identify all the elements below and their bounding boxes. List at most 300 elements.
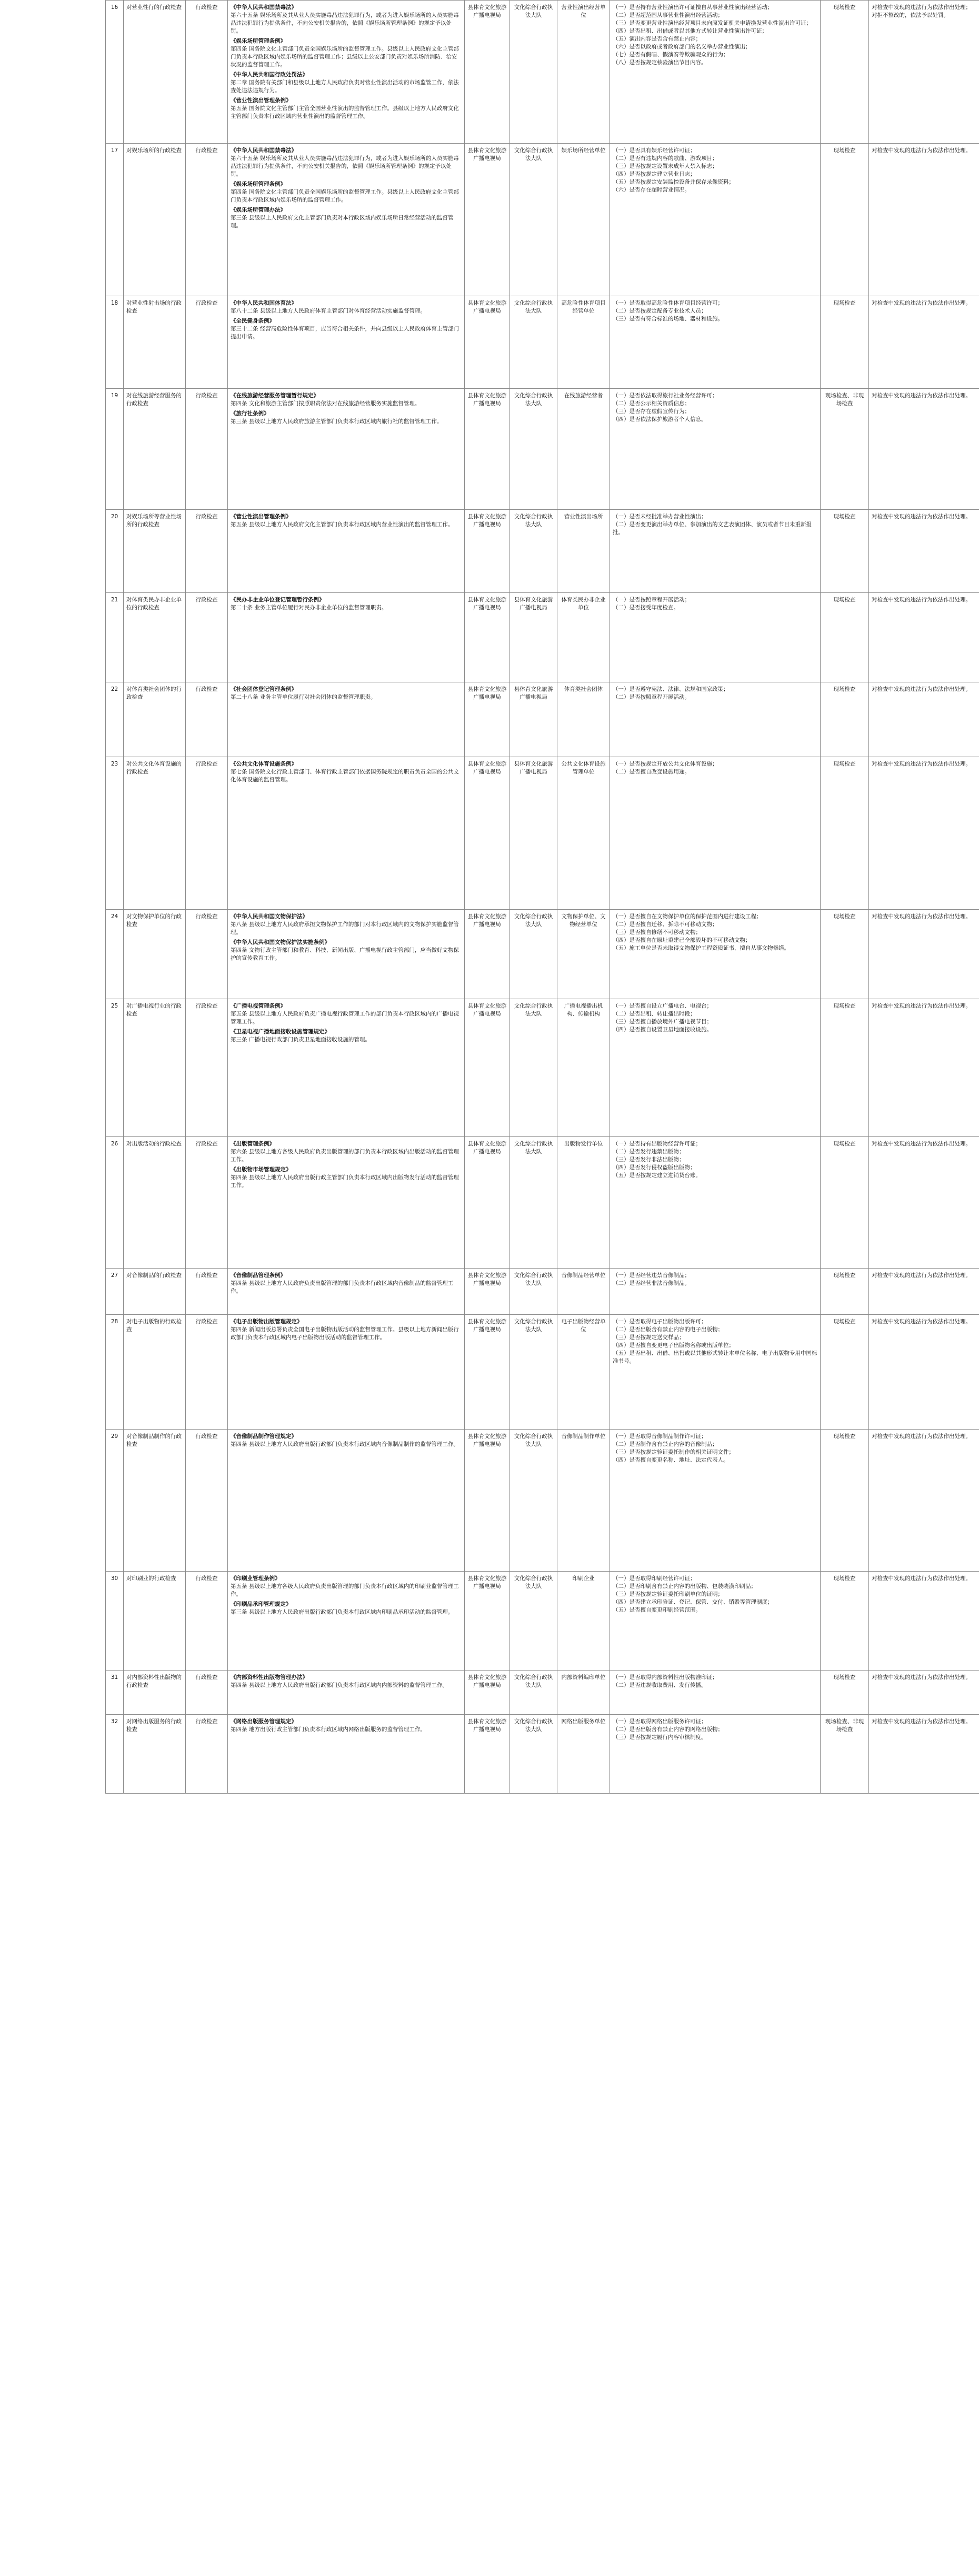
content-item: （三）是否按规定履行内容审核制度。	[613, 1734, 707, 1740]
content-item: （六）是否存在超时营业情况。	[613, 187, 690, 193]
content-item: （三）是否按规定验证委托印刷单位的证明；	[613, 1591, 723, 1597]
content-item: （四）是否擅自变更名称、地址、法定代表人。	[613, 1457, 729, 1463]
law-title: 《卫星电视广播地面接收设施管理规定》	[231, 1029, 330, 1035]
law-title: 《营业性演出管理条例》	[231, 514, 292, 520]
inspection-method: 现场检查	[821, 757, 869, 910]
legal-basis	[228, 1269, 465, 1315]
law-title: 《营业性演出管理条例》	[231, 97, 292, 104]
implementing-body: 文化综合行政执法大队	[510, 389, 557, 510]
responsibility-text: 对检查中发现的违法行为依法作出处理；对拒不整改的，依法予以处罚。	[872, 4, 971, 18]
table-row	[106, 1715, 979, 1794]
content-item: （三）是否按规定设置未成年人禁入标志；	[613, 163, 718, 169]
content-item: （八）是否按规定核验演出节目内容。	[613, 59, 707, 66]
law-article: 第五条 县级以上地方人民政府文化主管部门负责本行政区域内营业性演出的监督管理工作。	[231, 521, 454, 528]
inspection-name: 对文物保护单位的行政检查	[124, 910, 186, 999]
content-item: （四）是否擅自设置卫星地面接收设施。	[613, 1027, 712, 1033]
law-article: 第八条 县级以上地方人民政府承担文物保护工作的部门对本行政区域内的文物保护实施监督管理。	[231, 921, 459, 935]
law-title: 《出版管理条例》	[231, 1141, 275, 1147]
responsible-department: 县体育文化旅游广播电视局	[465, 1715, 510, 1794]
follow-up-responsibility	[869, 389, 979, 510]
law-title: 《广播电视管理条例》	[231, 1003, 286, 1009]
responsibility-text: 对检查中发现的违法行为依法作出处理。	[872, 1141, 971, 1147]
implementing-body: 文化综合行政执法大队	[510, 1572, 557, 1671]
inspection-content	[610, 1715, 821, 1794]
law-article: 第二章 国务院有关部门和县级以上地方人民政府负责对营业性演出活动的市场监管工作，依法查处违法违规行为。	[231, 79, 459, 94]
implementing-body: 县体育文化旅游广播电视局	[510, 682, 557, 757]
inspection-object: 高危险性体育项目经营单位	[557, 296, 610, 389]
follow-up-responsibility	[869, 999, 979, 1137]
inspection-method: 现场检查	[821, 510, 869, 593]
inspection-method: 现场检查、非现场检查	[821, 389, 869, 510]
inspection-name: 对音像制品的行政检查	[124, 1269, 186, 1315]
inspection-content	[610, 682, 821, 757]
law-title: 《娱乐场所管理条例》	[231, 38, 286, 44]
follow-up-responsibility	[869, 1715, 979, 1794]
law-title: 《出版物市场管理规定》	[231, 1166, 292, 1173]
inspection-type: 行政检查	[186, 999, 228, 1137]
legal-basis	[228, 682, 465, 757]
inspection-method: 现场检查	[821, 296, 869, 389]
law-article: 第四条 文化和旅游主管部门按照职责依法对在线旅游经营服务实施监督管理。	[231, 400, 421, 407]
content-item: （二）是否按照章程开展活动。	[613, 694, 690, 700]
table-row	[106, 1671, 979, 1715]
inspection-type: 行政检查	[186, 1315, 228, 1430]
implementing-body: 文化综合行政执法大队	[510, 999, 557, 1137]
follow-up-responsibility	[869, 910, 979, 999]
inspection-object: 娱乐场所经营单位	[557, 144, 610, 296]
table-row	[106, 1137, 979, 1269]
implementing-body: 文化综合行政执法大队	[510, 1430, 557, 1572]
table-row	[106, 1315, 979, 1430]
law-article: 第五条 县级以上地方人民政府负责广播电视行政管理工作的部门负责本行政区域内的广播电视管理工作。	[231, 1011, 459, 1025]
inspection-object: 广播电视播出机构、传输机构	[557, 999, 610, 1137]
implementing-body: 文化综合行政执法大队	[510, 1, 557, 144]
implementing-body: 文化综合行政执法大队	[510, 1671, 557, 1715]
content-item: （三）是否变更营业性演出经营项目未向原发证机关申请换发营业性演出许可证；	[613, 20, 812, 26]
legal-basis	[228, 1, 465, 144]
responsible-department: 县体育文化旅游广播电视局	[465, 510, 510, 593]
inspection-method: 现场检查	[821, 682, 869, 757]
content-item: （三）是否擅自播放境外广播电视节目；	[613, 1019, 712, 1025]
implementing-body: 文化综合行政执法大队	[510, 296, 557, 389]
table-row	[106, 910, 979, 999]
inspection-object: 体育类民办非企业单位	[557, 593, 610, 682]
responsibility-text: 对检查中发现的违法行为依法作出处理。	[872, 1575, 971, 1582]
law-title: 《社会团体登记管理条例》	[231, 686, 297, 692]
responsibility-text: 对检查中发现的违法行为依法作出处理。	[872, 1718, 971, 1725]
law-title: 《音像制品制作管理规定》	[231, 1433, 297, 1440]
inspection-method: 现场检查	[821, 1137, 869, 1269]
follow-up-responsibility	[869, 296, 979, 389]
content-item: （一）是否持有出版物经营许可证；	[613, 1141, 701, 1147]
content-item: （四）是否依法保护旅游者个人信息。	[613, 416, 707, 422]
content-item: （一）是否取得网络出版服务许可证；	[613, 1718, 707, 1725]
content-item: （七）是否有假唱、假演奏等欺骗观众的行为；	[613, 52, 729, 58]
follow-up-responsibility	[869, 1269, 979, 1315]
inspection-content	[610, 999, 821, 1137]
inspection-name: 对出版活动的行政检查	[124, 1137, 186, 1269]
content-item: （二）是否出租、转让播出时段；	[613, 1011, 696, 1017]
content-item: （二）是否经营非法音像制品。	[613, 1280, 690, 1286]
follow-up-responsibility	[869, 1671, 979, 1715]
inspection-type: 行政检查	[186, 1671, 228, 1715]
inspection-type: 行政检查	[186, 389, 228, 510]
content-item: （一）是否持有营业性演出许可证擅自从事营业性演出经营活动；	[613, 4, 773, 11]
responsible-department: 县体育文化旅游广播电视局	[465, 1315, 510, 1430]
content-item: （二）是否违规收取费用、发行传播。	[613, 1682, 707, 1688]
law-title: 《网络出版服务管理规定》	[231, 1718, 297, 1725]
row-number: 25	[106, 999, 124, 1137]
inspection-method: 现场检查	[821, 1315, 869, 1430]
law-article: 第四条 国务院文化主管部门负责全国娱乐场所的监督管理工作。县级以上人民政府文化主管部门负责本行政区域内娱乐场所的监督管理工作。	[231, 189, 459, 203]
responsible-department: 县体育文化旅游广播电视局	[465, 757, 510, 910]
law-article: 第四条 新闻出版总署负责全国电子出版物出版活动的监督管理工作。县级以上地方新闻出版行政部门负责本行政区域内电子出版物出版活动的监督管理工作。	[231, 1326, 459, 1341]
inspection-object: 电子出版物经营单位	[557, 1315, 610, 1430]
responsibility-text: 对检查中发现的违法行为依法作出处理。	[872, 761, 971, 767]
responsibility-text: 对检查中发现的违法行为依法作出处理。	[872, 300, 971, 306]
responsible-department: 县体育文化旅游广播电视局	[465, 999, 510, 1137]
inspection-name: 对内部资料性出版物的行政检查	[124, 1671, 186, 1715]
content-item: （四）是否出租、出借或者以其他方式转让营业性演出许可证；	[613, 28, 767, 34]
responsibility-text: 对检查中发现的违法行为依法作出处理。	[872, 1319, 971, 1325]
content-item: （二）是否印刷含有禁止内容的出版物、包装装潢印刷品；	[613, 1583, 756, 1589]
table-row	[106, 389, 979, 510]
follow-up-responsibility	[869, 510, 979, 593]
table-row	[106, 1430, 979, 1572]
inspection-type: 行政检查	[186, 910, 228, 999]
responsible-department: 县体育文化旅游广播电视局	[465, 1269, 510, 1315]
table-row	[106, 682, 979, 757]
law-title: 《中华人民共和国禁毒法》	[231, 4, 297, 11]
law-title: 《中华人民共和国体育法》	[231, 300, 297, 306]
inspection-table	[105, 0, 979, 1794]
responsible-department: 县体育文化旅游广播电视局	[465, 389, 510, 510]
inspection-method: 现场检查	[821, 910, 869, 999]
law-title: 《印刷品承印管理规定》	[231, 1601, 292, 1607]
responsible-department: 县体育文化旅游广播电视局	[465, 910, 510, 999]
inspection-object: 音像制品经营单位	[557, 1269, 610, 1315]
inspection-content	[610, 1269, 821, 1315]
law-article: 第五条 国务院文化主管部门主管全国营业性演出的监督管理工作。县级以上地方人民政府文化主管部门负责本行政区域内营业性演出的监督管理工作。	[231, 105, 459, 119]
content-item: （二）是否制作含有禁止内容的音像制品；	[613, 1441, 718, 1447]
content-item: （五）是否按规定安装监控设备并保存录像资料；	[613, 179, 734, 185]
law-article: 第六条 县级以上地方各级人民政府负责出版管理的部门负责本行政区域内出版活动的监督管理工作。	[231, 1149, 459, 1163]
inspection-method: 现场检查、非现场检查	[821, 1715, 869, 1794]
content-item: （三）是否有符合标准的场地、器材和设施。	[613, 316, 723, 322]
follow-up-responsibility	[869, 593, 979, 682]
inspection-type: 行政检查	[186, 593, 228, 682]
inspection-name: 对公共文化体育设施的行政检查	[124, 757, 186, 910]
inspection-type: 行政检查	[186, 1, 228, 144]
content-item: （二）是否变更演出举办单位、参加演出的文艺表演团体、演员或者节目未重新报批。	[613, 521, 812, 536]
inspection-method: 现场检查	[821, 593, 869, 682]
content-item: （一）是否未经批准举办营业性演出；	[613, 514, 707, 520]
inspection-name: 对电子出版物的行政检查	[124, 1315, 186, 1430]
implementing-body: 文化综合行政执法大队	[510, 1137, 557, 1269]
law-title: 《印刷业管理条例》	[231, 1575, 281, 1582]
row-number: 21	[106, 593, 124, 682]
inspection-type: 行政检查	[186, 757, 228, 910]
responsibility-text: 对检查中发现的违法行为依法作出处理。	[872, 686, 971, 692]
inspection-object: 公共文化体育设施管理单位	[557, 757, 610, 910]
inspection-name: 对印刷业的行政检查	[124, 1572, 186, 1671]
row-number: 27	[106, 1269, 124, 1315]
content-item: （一）是否擅自在文物保护单位的保护范围内进行建设工程；	[613, 913, 762, 920]
responsible-department: 县体育文化旅游广播电视局	[465, 1430, 510, 1572]
law-article: 第六十五条 娱乐场所及其从业人员实施毒品违法犯罪行为，或者为进入娱乐场所的人员实施毒品违法犯罪行为提供条件，不向公安机关报告的，依照《娱乐场所管理条例》的规定予以处罚。	[231, 12, 459, 34]
content-item: （三）是否擅自修缮不可移动文物；	[613, 929, 701, 935]
inspection-type: 行政检查	[186, 510, 228, 593]
law-article: 第三十二条 经营高危险性体育项目，应当符合相关条件，并向县级以上人民政府体育主管部门提出申请。	[231, 326, 459, 340]
row-number: 22	[106, 682, 124, 757]
legal-basis	[228, 593, 465, 682]
content-item: （五）是否出租、出借、出售或以其他形式转让本单位名称、电子出版物专用中国标准书号。	[613, 1350, 817, 1364]
row-number: 29	[106, 1430, 124, 1572]
inspection-content	[610, 1671, 821, 1715]
law-title: 《中华人民共和国文物保护法实施条例》	[231, 939, 330, 945]
content-item: （二）是否擅自改变设施用途。	[613, 769, 690, 775]
content-item: （二）是否公示相关资质信息；	[613, 400, 690, 407]
responsible-department: 县体育文化旅游广播电视局	[465, 1572, 510, 1671]
responsibility-text: 对检查中发现的违法行为依法作出处理。	[872, 514, 971, 520]
law-title: 《旅行社条例》	[231, 410, 269, 417]
table-row	[106, 593, 979, 682]
implementing-body: 县体育文化旅游广播电视局	[510, 757, 557, 910]
law-article: 第四条 国务院文化主管部门负责全国娱乐场所的监督管理工作。县级以上人民政府文化主管部门负责本行政区域内娱乐场所的监督管理工作；县级以上公安部门负责对娱乐场所消防、治安状况的监督管理工作。	[231, 46, 459, 68]
table-row	[106, 144, 979, 296]
law-article: 第二十八条 业务主管单位履行对社会团体的监督管理职责。	[231, 694, 376, 700]
law-article: 第四条 地方出版行政主管部门负责本行政区域内网络出版服务的监督管理工作。	[231, 1726, 426, 1733]
legal-basis	[228, 910, 465, 999]
inspection-method: 现场检查	[821, 999, 869, 1137]
legal-basis	[228, 1572, 465, 1671]
content-item: （二）是否擅自迁移、拆除不可移动文物；	[613, 921, 718, 928]
content-item: （二）是否出版含有禁止内容的网络出版物；	[613, 1726, 723, 1733]
implementing-body: 文化综合行政执法大队	[510, 1315, 557, 1430]
content-item: （五）是否擅自变更印刷经营范围。	[613, 1607, 701, 1613]
responsibility-text: 对检查中发现的违法行为依法作出处理。	[872, 1433, 971, 1440]
inspection-type: 行政检查	[186, 1269, 228, 1315]
inspection-content	[610, 1572, 821, 1671]
inspection-content	[610, 1315, 821, 1430]
legal-basis	[228, 1137, 465, 1269]
inspection-name: 对广播电视行业的行政检查	[124, 999, 186, 1137]
table-row	[106, 510, 979, 593]
legal-basis	[228, 1715, 465, 1794]
legal-basis	[228, 510, 465, 593]
table-row	[106, 1269, 979, 1315]
legal-basis	[228, 999, 465, 1137]
inspection-content	[610, 1137, 821, 1269]
law-title: 《公共文化体育设施条例》	[231, 761, 297, 767]
content-item: （三）是否按规定验证委托制作的相关证明文件；	[613, 1449, 734, 1455]
table-row	[106, 999, 979, 1137]
inspection-type: 行政检查	[186, 144, 228, 296]
inspection-method: 现场检查	[821, 144, 869, 296]
inspection-name: 对网络出版服务的行政检查	[124, 1715, 186, 1794]
content-item: （五）是否按规定建立进销货台账。	[613, 1172, 701, 1179]
responsible-department: 县体育文化旅游广播电视局	[465, 144, 510, 296]
responsibility-text: 对检查中发现的违法行为依法作出处理。	[872, 393, 971, 399]
content-item: （一）是否经营违禁音像制品；	[613, 1272, 690, 1279]
row-number: 24	[106, 910, 124, 999]
inspection-method: 现场检查	[821, 1269, 869, 1315]
inspection-content	[610, 910, 821, 999]
content-item: （一）是否取得内部资料性出版物准印证；	[613, 1674, 718, 1681]
law-article: 第七条 国务院文化行政主管部门、体育行政主管部门依据国务院规定的职责负责全国的公共文化体育设施的监督管理。	[231, 769, 459, 783]
legal-basis	[228, 1671, 465, 1715]
row-number: 23	[106, 757, 124, 910]
inspection-content	[610, 593, 821, 682]
content-item: （四）是否擅自在原址重建已全部毁坏的不可移动文物；	[613, 937, 751, 943]
inspection-content	[610, 510, 821, 593]
legal-basis	[228, 1315, 465, 1430]
follow-up-responsibility	[869, 1572, 979, 1671]
content-item: （五）演出内容是否含有禁止内容；	[613, 36, 701, 42]
law-title: 《娱乐场所管理办法》	[231, 207, 286, 213]
law-title: 《内部资料性出版物管理办法》	[231, 1674, 308, 1681]
row-number: 31	[106, 1671, 124, 1715]
table-body	[106, 1, 979, 1794]
inspection-object: 内部资料编印单位	[557, 1671, 610, 1715]
inspection-name: 对在线旅游经营服务的行政检查	[124, 389, 186, 510]
content-item: （四）是否建立承印验证、登记、保管、交付、销毁等管理制度；	[613, 1599, 773, 1605]
follow-up-responsibility	[869, 1315, 979, 1430]
law-article: 第四条 县级以上地方人民政府出版行政部门负责本行政区域内音像制品制作的监督管理工作。	[231, 1441, 459, 1447]
inspection-object: 网络出版服务单位	[557, 1715, 610, 1794]
inspection-type: 行政检查	[186, 1572, 228, 1671]
inspection-method: 现场检查	[821, 1572, 869, 1671]
row-number: 32	[106, 1715, 124, 1794]
row-number: 19	[106, 389, 124, 510]
law-title: 《民办非企业单位登记管理暂行条例》	[231, 597, 325, 603]
law-article: 第五条 县级以上地方各级人民政府负责出版管理的部门负责本行政区域内的印刷业监督管理工作。	[231, 1583, 459, 1597]
law-article: 第四条 县级以上地方人民政府出版行政部门负责本行政区域内内部资料的监督管理工作。	[231, 1682, 448, 1688]
responsible-department: 县体育文化旅游广播电视局	[465, 1, 510, 144]
inspection-object: 体育类社会团体	[557, 682, 610, 757]
inspection-object: 音像制品制作单位	[557, 1430, 610, 1572]
content-item: （三）是否发行非法出版物；	[613, 1156, 685, 1163]
inspection-object: 营业性演出经营单位	[557, 1, 610, 144]
legal-basis	[228, 389, 465, 510]
row-number: 30	[106, 1572, 124, 1671]
law-title: 《娱乐场所管理条例》	[231, 181, 286, 187]
content-item: （四）是否按规定建立营业日志；	[613, 171, 696, 177]
content-item: （一）是否取得高危险性体育项目经营许可；	[613, 300, 723, 306]
law-article: 第四条 文物行政主管部门和教育、科技、新闻出版、广播电视行政主管部门，应当做好文物保护的宣传教育工作。	[231, 947, 459, 961]
responsibility-text: 对检查中发现的违法行为依法作出处理。	[872, 147, 971, 154]
law-title: 《电子出版物出版管理规定》	[231, 1319, 303, 1325]
responsibility-text: 对检查中发现的违法行为依法作出处理。	[872, 1003, 971, 1009]
legal-basis	[228, 1430, 465, 1572]
responsible-department: 县体育文化旅游广播电视局	[465, 1671, 510, 1715]
inspection-type: 行政检查	[186, 682, 228, 757]
content-item: （一）是否依法取得旅行社业务经营许可；	[613, 393, 718, 399]
inspection-content	[610, 296, 821, 389]
follow-up-responsibility	[869, 1, 979, 144]
inspection-type: 行政检查	[186, 1715, 228, 1794]
content-item: （一）是否取得音像制品制作许可证；	[613, 1433, 707, 1440]
law-title: 《中华人民共和国行政处罚法》	[231, 72, 308, 78]
implementing-body: 文化综合行政执法大队	[510, 510, 557, 593]
content-item: （四）是否擅自变更电子出版物名称或出版单位；	[613, 1342, 734, 1349]
law-title: 《中华人民共和国禁毒法》	[231, 147, 297, 154]
content-item: （六）是否以政府或者政府部门的名义举办营业性演出；	[613, 44, 751, 50]
responsibility-text: 对检查中发现的违法行为依法作出处理。	[872, 1674, 971, 1681]
row-number: 17	[106, 144, 124, 296]
content-item: （一）是否按规定开放公共文化体育设施；	[613, 761, 718, 767]
inspection-type: 行政检查	[186, 1430, 228, 1572]
implementing-body: 文化综合行政执法大队	[510, 144, 557, 296]
inspection-content	[610, 757, 821, 910]
table-row	[106, 296, 979, 389]
inspection-object: 营业性演出场所	[557, 510, 610, 593]
law-title: 《中华人民共和国文物保护法》	[231, 913, 308, 920]
inspection-content	[610, 144, 821, 296]
law-title: 《在线旅游经营服务管理暂行规定》	[231, 393, 319, 399]
responsible-department: 县体育文化旅游广播电视局	[465, 682, 510, 757]
content-item: （二）是否按规定配备专业技术人员；	[613, 308, 707, 314]
inspection-object: 在线旅游经营者	[557, 389, 610, 510]
content-item: （一）是否擅自设立广播电台、电视台；	[613, 1003, 712, 1009]
legal-basis	[228, 757, 465, 910]
legal-basis	[228, 296, 465, 389]
responsibility-text: 对检查中发现的违法行为依法作出处理。	[872, 597, 971, 603]
inspection-name: 对体育类民办非企业单位的行政检查	[124, 593, 186, 682]
inspection-name: 对营业性射击场的行政检查	[124, 296, 186, 389]
inspection-type: 行政检查	[186, 296, 228, 389]
implementing-body: 文化综合行政执法大队	[510, 1715, 557, 1794]
implementing-body: 文化综合行政执法大队	[510, 910, 557, 999]
inspection-object: 出版物发行单位	[557, 1137, 610, 1269]
implementing-body: 县体育文化旅游广播电视局	[510, 593, 557, 682]
law-article: 第三条 县级以上地方人民政府出版行政部门负责本行政区域内印刷品承印活动的监督管理。	[231, 1609, 454, 1615]
responsible-department: 县体育文化旅游广播电视局	[465, 296, 510, 389]
inspection-method: 现场检查	[821, 1, 869, 144]
follow-up-responsibility	[869, 757, 979, 910]
inspection-name: 对娱乐场所的行政检查	[124, 144, 186, 296]
follow-up-responsibility	[869, 144, 979, 296]
table-row	[106, 1, 979, 144]
content-item: （一）是否遵守宪法、法律、法规和国家政策；	[613, 686, 729, 692]
law-title: 《音像制品管理条例》	[231, 1272, 286, 1279]
law-title: 《全民健身条例》	[231, 318, 275, 324]
responsibility-text: 对检查中发现的违法行为依法作出处理。	[872, 913, 971, 920]
content-item: （二）是否超范围从事营业性演出经营活动；	[613, 12, 723, 18]
law-article: 第八十二条 县级以上地方人民政府体育主管部门对体育经营活动实施监督管理。	[231, 308, 426, 314]
content-item: （四）是否发行侵权盗版出版物；	[613, 1164, 696, 1171]
content-item: （二）是否有违规内容的歌曲、游戏项目；	[613, 155, 718, 162]
legal-basis	[228, 144, 465, 296]
law-article: 第三条 县级以上地方人民政府旅游主管部门负责本行政区域内旅行社的监督管理工作。	[231, 418, 443, 425]
follow-up-responsibility	[869, 1430, 979, 1572]
responsible-department: 县体育文化旅游广播电视局	[465, 1137, 510, 1269]
law-article: 第二十条 业务主管单位履行对民办非企业单位的监督管理职责。	[231, 605, 387, 611]
content-item: （三）是否按规定送交样品；	[613, 1334, 685, 1341]
content-item: （一）是否取得印刷经营许可证；	[613, 1575, 696, 1582]
responsibility-text: 对检查中发现的违法行为依法作出处理。	[872, 1272, 971, 1279]
inspection-object: 文物保护单位、文物经营单位	[557, 910, 610, 999]
content-item: （五）施工单位是否未取得文物保护工程资质证书，擅自从事文物修缮。	[613, 945, 790, 951]
row-number: 28	[106, 1315, 124, 1430]
row-number: 20	[106, 510, 124, 593]
law-article: 第三条 县级以上人民政府文化主管部门负责对本行政区域内娱乐场所日常经营活动的监督管理。	[231, 215, 454, 229]
row-number: 16	[106, 1, 124, 144]
content-item: （一）是否取得电子出版物出版许可；	[613, 1319, 707, 1325]
inspection-type: 行政检查	[186, 1137, 228, 1269]
content-item: （一）是否具有娱乐经营许可证；	[613, 147, 696, 154]
content-item: （二）是否出版含有禁止内容的电子出版物；	[613, 1326, 723, 1333]
